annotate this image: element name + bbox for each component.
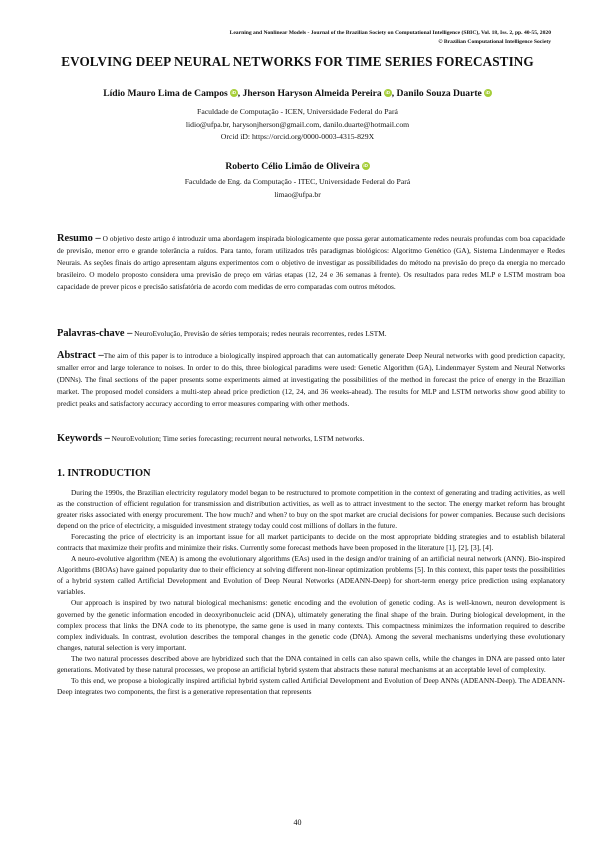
- paper-title: EVOLVING DEEP NEURAL NETWORKS FOR TIME SERIES FORECASTING: [61, 54, 534, 69]
- orcid-icon[interactable]: iD: [231, 90, 237, 95]
- abstract-block: [57, 350, 565, 410]
- author-line-2: [0, 161, 595, 172]
- palavras-block: [57, 328, 565, 340]
- body-paragraph: To this end, we propose a biologically inspired artificial hybrid system called Artificial Development and Evolution of Deep ANNs (ADEANN-Deep). The ADEANN-Deep integrates two components, the first is a generative representation that represents: [57, 675, 565, 696]
- author-line-1: [0, 88, 595, 99]
- abstract-label: Abstract –: [57, 350, 104, 361]
- page-number: 40: [293, 818, 302, 827]
- resumo-label: Resumo –: [57, 233, 101, 244]
- body-paragraph: A neuro-evolutive algorithm (NEA) is among the evolutionary algorithms (EAs) used in the design and/or training of an artificial neural network (ANN). Bio-inspired Algorithms (BIOAs) have gained popularity due to their efficiency at solving different non-linear optimization problems [5]. In this context, this paper tests the possibilities of a hybrid system called Artificial Development and Evolution of Deep Neural Networks (ADEANN-Deep) for short-term energy price prediction using explanatory variables.: [57, 554, 565, 597]
- body-paragraph: Forecasting the price of electricity is an important issue for all market participants to decide on the most appropriate bidding strategies and to establish bilateral contracts that maximize their profits and minimize their risks. Currently some forecast methods have been proposed in the literature [1], [2], [3], [4].: [57, 532, 565, 553]
- abstract-text: The aim of this paper is to introduce a biologically inspired approach that can automatically generate Deep Neural networks with good prediction capacity, smaller error and large tolerance to noises. In order to do this, three biological paradims were used: Genetic Algorithm (GA), Lindenmayer System and Neural Networks (DNNs). The final sections of the paper presents some experiments aimed at investigating the possibilities of the method in forecast the price of energy in the Brazilian market. The proposed model considers a multi-step ahead price prediction (12, 24, and 36 weeks-ahead). The results for MLP and LSTM networks show good ability to predict peaks and satisfactory accuracy according to error measures comparing with other methods.: [57, 351, 565, 408]
- affiliation-orcid-link[interactable]: Orcid iD: https://orcid.org/0000-0003-4315-829X: [220, 132, 375, 141]
- keywords-label: Keywords –: [57, 433, 110, 444]
- affiliation-1: [0, 106, 595, 144]
- palavras-label: Palavras-chave –: [57, 328, 133, 339]
- author-name: , Jherson Haryson Almeida Pereira: [237, 88, 382, 99]
- affiliation-emails[interactable]: lidio@ufpa.br, harysonjherson@gmail.com, danilo.duarte@hotmail.com: [185, 119, 410, 129]
- section-body: [57, 487, 565, 697]
- keywords-text: NeuroEvolution; Time series forecasting; recurrent neural networks, LSTM networks.: [111, 434, 365, 443]
- body-paragraph: Our approach is inspired by two natural biological mechanisms: genetic encoding and the evolution of genetic coding. As is well-known, neuron development is governed by the genetic information encoded in deoxyribonucleic acid (DNA), ultimately generating the final shape of the brain. During biological development, in the complex process that links the DNA code to its phenotype, the same gene is used in many contexts. This compactness minimizes the information required to describe complex individuals. In contrast, evolution describes the temporal changes in the genetic code (DNA). Among the several mechanisms underlying these evolutionary changes, natural selection is very important.: [57, 598, 565, 652]
- affiliation-institution: Faculdade de Eng. da Computação - ITEC, Universidade Federal do Pará: [184, 177, 411, 186]
- body-paragraph: During the 1990s, the Brazilian electricity regulatory model began to be restructured to promote competition in the context of generating and trading activities, as well as the construction of efficient regulation for transmission and distribution activities, as well as to attract investment to the sector. The energy market reform has brought greater risks associated with energy procurement. The how much? and when? to buy on the spot market are crucial decisions for power companies. Because such decisions depend on the price of electricity, a misguided investment strategy today could cost millions of dollars in the future.: [57, 488, 565, 531]
- orcid-icon[interactable]: iD: [485, 90, 491, 95]
- keywords-block: [57, 433, 565, 445]
- orcid-icon[interactable]: iD: [363, 163, 368, 168]
- affiliation-2: [0, 176, 595, 201]
- journal-line: Learning and Nonlinear Models - Journal of the Brazilian Society on Computational Intelligence (SBIC), Vol. 18, Iss. 2, pp. 40-55, 2020: [229, 30, 551, 36]
- body-paragraph: The two natural processes described above are hybridized such that the DNA contained in cells can also spawn cells, while the changes in DNA are passed onto later generations. Motivated by these natural processes, we propose an artificial hybrid system that abstracts these natural mechanisms at an acceptable level of complexity.: [57, 653, 565, 674]
- author-name: Roberto Célio Limão de Oliveira: [225, 161, 360, 172]
- author-name: Lídio Mauro Lima de Campos: [103, 88, 228, 99]
- affiliation-institution: Faculdade de Computação - ICEN, Universidade Federal do Pará: [197, 107, 398, 116]
- affiliation-email[interactable]: limao@ufpa.br: [274, 189, 321, 199]
- palavras-text: NeuroEvolução, Previsão de séries temporais; redes neurais recorrentes, redes LSTM.: [134, 329, 387, 338]
- orcid-icon[interactable]: iD: [385, 90, 391, 95]
- section-heading: 1. INTRODUCTION: [57, 468, 151, 479]
- resumo-block: [57, 233, 565, 293]
- copyright-line: © Brazilian Computational Intelligence Society: [438, 39, 551, 45]
- resumo-text: O objetivo deste artigo é introduzir uma abordagem inspirada biologicamente que possa gerar automaticamente redes neurais profundas com boa capacidade de previsão, menor erro e grande tolerância a ruídos. Para tanto, foram utilizados três paradigmas biológicos: Algoritmo Genético (GA), Sistema Lindenmayer e Redes Neurais. As seções finais do artigo apresentam alguns experimentos com o objetivo de investigar as possibilidades do método na previsão do preço da energia no mercado brasileiro. O modelo proposto considera uma previsão de preço em várias etapas (12, 24 e 36 semanas à frente). Os resultados para redes MLP e LSTM mostram boa capacidade de prever picos e precisão satisfatória de acordo com medidas de erro comparadas com outros métodos.: [57, 234, 565, 291]
- journal-header: [71, 29, 551, 47]
- author-name: , Danilo Souza Duarte: [391, 88, 482, 99]
